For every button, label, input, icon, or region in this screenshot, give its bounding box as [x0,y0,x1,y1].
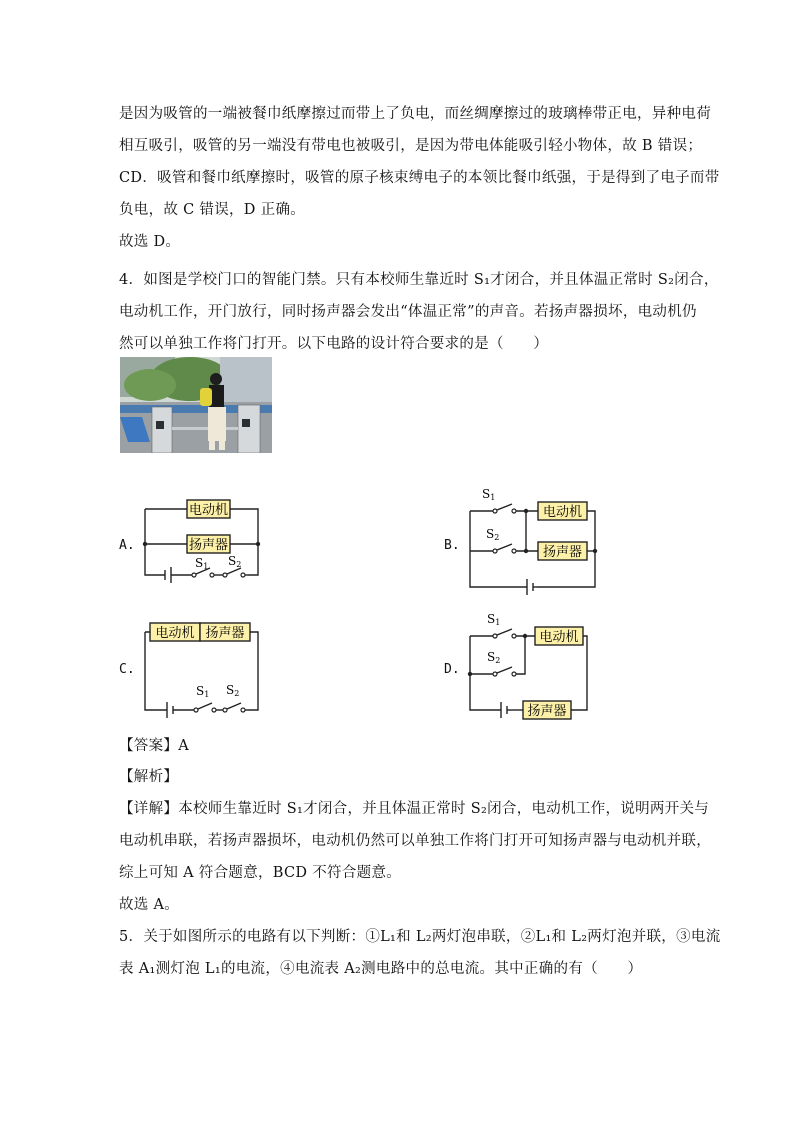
switch-s1-label: S1 [196,684,210,699]
switch-s2-label: S2 [486,527,500,542]
option-c-label: C. [119,662,135,677]
text-line: 相互吸引，吸管的另一端没有带电也被吸引，是因为带电体能吸引轻小物体，故 B 错误； [119,138,703,154]
speaker-label: 扬声器 [527,704,567,719]
switch-s1-label: S1 [195,556,209,571]
switch-s2-label: S2 [226,683,240,698]
question-line: 表 A₁测灯泡 L₁的电流，④电流表 A₂测电路中的总电流。其中正确的有（ ） [119,961,643,977]
speaker-label: 扬声器 [542,545,583,560]
analysis-heading: 【解析】 [119,769,179,785]
question-line: 5．关于如图所示的电路有以下判断：①L₁和 L₂两灯泡串联，②L₁和 L₂两灯泡并联，③电流 [119,929,721,945]
detail-line: 电动机串联，若扬声器损坏，电动机仍然可以单独工作将门打开可知扬声器与电动机并联， [119,833,711,849]
text-line: 故选 D。 [119,234,181,250]
text-line: 是因为吸管的一端被餐巾纸摩擦过而带上了负电，而丝绸摩擦过的玻璃棒带正电，异种电荷 [119,106,711,122]
question-line: 电动机工作，开门放行，同时扬声器会发出“体温正常”的声音。若扬声器损坏，电动机仍 [119,304,697,320]
answer: 【答案】A [119,738,189,754]
option-b-label: B. [444,538,460,553]
switch-s1-label: S1 [482,487,496,502]
text-line: 负电，故 C 错误，D 正确。 [119,202,306,218]
circuit-option-d [465,610,600,720]
question-line: 4．如图是学校门口的智能门禁。只有本校师生靠近时 S₁才闭合，并且体温正常时 S₂闭合， [119,272,719,288]
detail-line: 故选 A。 [119,897,180,913]
motor-label: 电动机 [542,505,583,520]
detail-line: 综上可知 A 符合题意，BCD 不符合题意。 [119,865,402,881]
text-line: CD．吸管和餐巾纸摩擦时，吸管的原子核束缚电子的本领比餐巾纸强，于是得到了电子而带 [119,170,720,186]
motor-label: 电动机 [539,630,579,645]
circuit-option-c [140,620,265,715]
question-line: 然可以单独工作将门打开。以下电路的设计符合要求的是（ ） [119,336,549,352]
smart-gate-photo [120,357,272,453]
switch-s2-label: S2 [487,650,501,665]
circuit-option-b [465,485,600,600]
switch-s1-label: S1 [487,612,501,627]
circuit-option-a [140,495,265,585]
speaker-label: 扬声器 [205,626,245,641]
speaker-label: 扬声器 [188,538,229,553]
switch-s2-label: S2 [228,554,242,569]
motor-label: 电动机 [155,626,195,641]
option-d-label: D. [444,662,460,677]
detail-line: 【详解】本校师生靠近时 S₁才闭合，并且体温正常时 S₂闭合，电动机工作，说明两开关与 [119,801,710,817]
option-a-label: A. [119,538,135,553]
motor-label: 电动机 [188,503,229,518]
